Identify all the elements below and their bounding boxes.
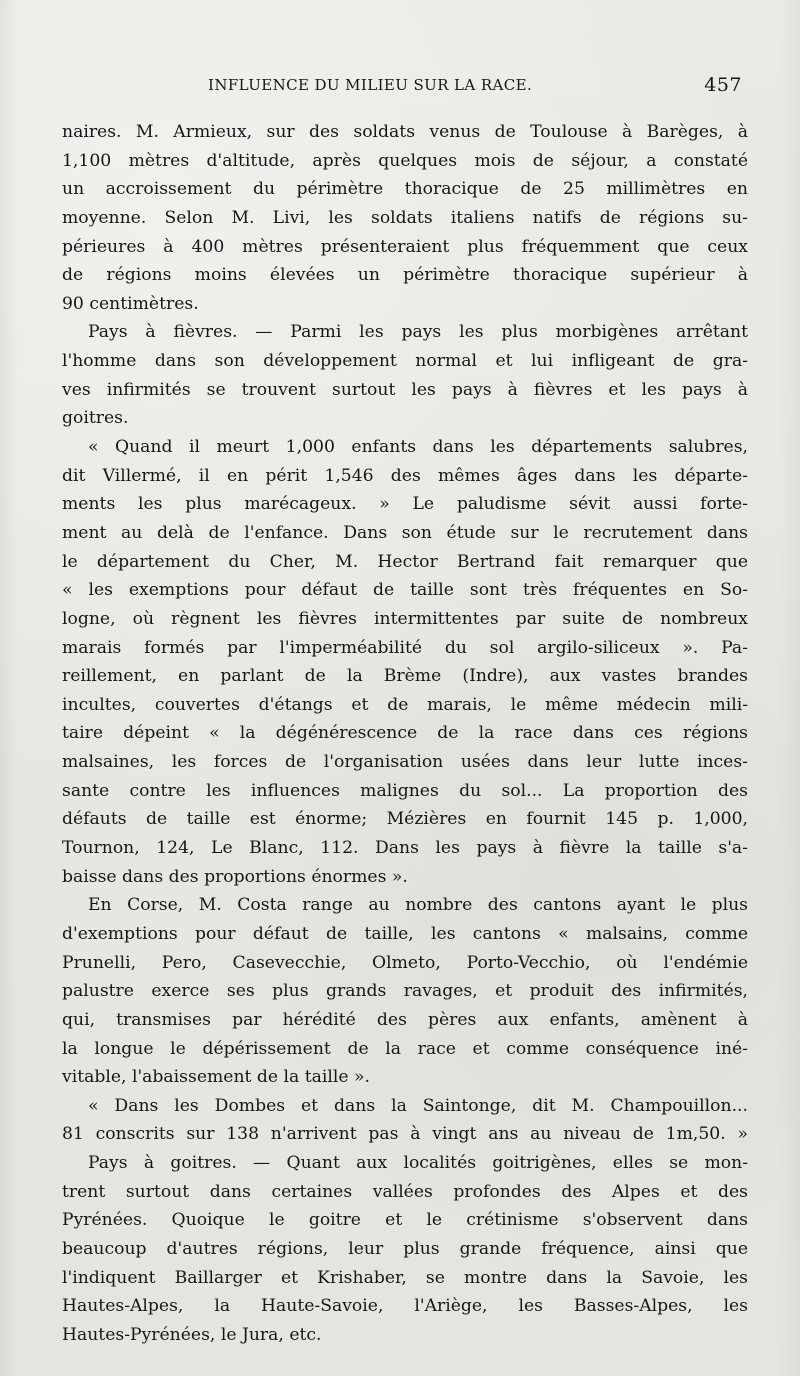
quote-line: « Dans les Dombes et dans la Saintonge, dit M. Champouillon... xyxy=(88,1095,748,1116)
text-line: défauts de taille est énorme; Mézières en fournit 145 p. 1,000, xyxy=(62,809,748,830)
text-line: l'indiquent Baillarger et Krishaber, se montre dans la Savoie, les xyxy=(62,1267,748,1288)
text-line: beaucoup d'autres régions, leur plus grande fréquence, ainsi que xyxy=(62,1238,748,1259)
text-line: dit Villermé, il en périt 1,546 des mêmes âges dans les départe- xyxy=(62,465,748,486)
text-line: la longue le dépérissement de la race et comme conséquence iné- xyxy=(62,1038,748,1059)
left-page-shadow xyxy=(0,0,18,1376)
page-number: 457 xyxy=(704,74,742,96)
quote-line: « Quand il meurt 1,000 enfants dans les départements salubres, xyxy=(88,437,748,458)
text-line: 81 conscrits sur 138 n'arrivent pas à vingt ans au niveau de 1m,50. » xyxy=(62,1124,748,1145)
text-line: marais formés par l'imperméabilité du sol argilo-siliceux ». Pa- xyxy=(62,637,748,658)
text-line: 90 centimètres. xyxy=(62,293,199,314)
text-line: un accroissement du périmètre thoracique de 25 millimètres en xyxy=(62,179,748,200)
running-header xyxy=(62,76,742,104)
text-line: vitable, l'abaissement de la taille ». xyxy=(62,1067,370,1088)
text-line: moyenne. Selon M. Livi, les soldats italiens natifs de régions su- xyxy=(62,207,748,228)
text-line: périeures à 400 mètres présenteraient plus fréquemment que ceux xyxy=(62,236,748,257)
text-line: le département du Cher, M. Hector Bertrand fait remarquer que xyxy=(62,551,748,572)
text-line: ments les plus marécageux. » Le paludisme sévit aussi forte- xyxy=(62,494,748,515)
text-line: En Corse, M. Costa range au nombre des cantons ayant le plus xyxy=(88,895,748,916)
text-line: taire dépeint « la dégénérescence de la race dans ces régions xyxy=(62,723,748,744)
text-line: l'homme dans son développement normal et lui infligeant de gra- xyxy=(62,351,748,372)
text-line: qui, transmises par hérédité des pères aux enfants, amènent à xyxy=(62,1009,748,1030)
text-line: ment au delà de l'enfance. Dans son étude sur le recrutement dans xyxy=(62,522,748,543)
text-line: incultes, couvertes d'étangs et de marais, le même médecin mili- xyxy=(62,694,748,715)
text-line: goitres. xyxy=(62,408,129,429)
text-line: de régions moins élevées un périmètre thoracique supérieur à xyxy=(62,265,748,286)
text-line: palustre exerce ses plus grands ravages, et produit des infirmités, xyxy=(62,981,748,1002)
running-title: INFLUENCE DU MILIEU SUR LA RACE. xyxy=(208,76,533,94)
text-line: Prunelli, Pero, Casevecchie, Olmeto, Porto-Vecchio, où l'endémie xyxy=(62,952,748,973)
right-page-shadow xyxy=(778,0,800,1376)
text-line: naires. M. Armieux, sur des soldats venus de Toulouse à Barèges, à xyxy=(62,122,748,142)
text-line: trent surtout dans certaines vallées profondes des Alpes et des xyxy=(62,1181,748,1202)
text-line: baisse dans des proportions énormes ». xyxy=(62,866,408,887)
text-line: ves infirmités se trouvent surtout les pays à fièvres et les pays à xyxy=(62,379,748,400)
text-line: Hautes-Pyrénées, le Jura, etc. xyxy=(62,1324,322,1345)
text-line: Hautes-Alpes, la Haute-Savoie, l'Ariège, les Basses-Alpes, les xyxy=(62,1296,748,1317)
text-line: malsaines, les forces de l'organisation usées dans leur lutte inces- xyxy=(62,752,748,773)
text-line: Pyrénées. Quoique le goitre et le crétinisme s'observent dans xyxy=(62,1210,748,1231)
section-line-goitres: Pays à goitres. — Quant aux localités goitrigènes, elles se mon- xyxy=(88,1153,748,1174)
text-line: reillement, en parlant de la Brème (Indre), aux vastes brandes xyxy=(62,666,748,687)
text-line: 1,100 mètres d'altitude, après quelques mois de séjour, a constaté xyxy=(62,150,748,171)
text-line: Tournon, 124, Le Blanc, 112. Dans les pays à fièvre la taille s'a- xyxy=(62,838,748,859)
text-line: d'exemptions pour défaut de taille, les cantons « malsains, comme xyxy=(62,923,748,944)
body-text xyxy=(62,118,748,1350)
text-line: « les exemptions pour défaut de taille sont très fréquentes en So- xyxy=(62,580,748,601)
section-line-fevers: Pays à fièvres. — Parmi les pays les plus morbigènes arrêtant xyxy=(88,322,748,343)
text-line: sante contre les influences malignes du sol... La proportion des xyxy=(62,780,748,801)
text-line: logne, où règnent les fièvres intermittentes par suite de nombreux xyxy=(62,608,748,629)
